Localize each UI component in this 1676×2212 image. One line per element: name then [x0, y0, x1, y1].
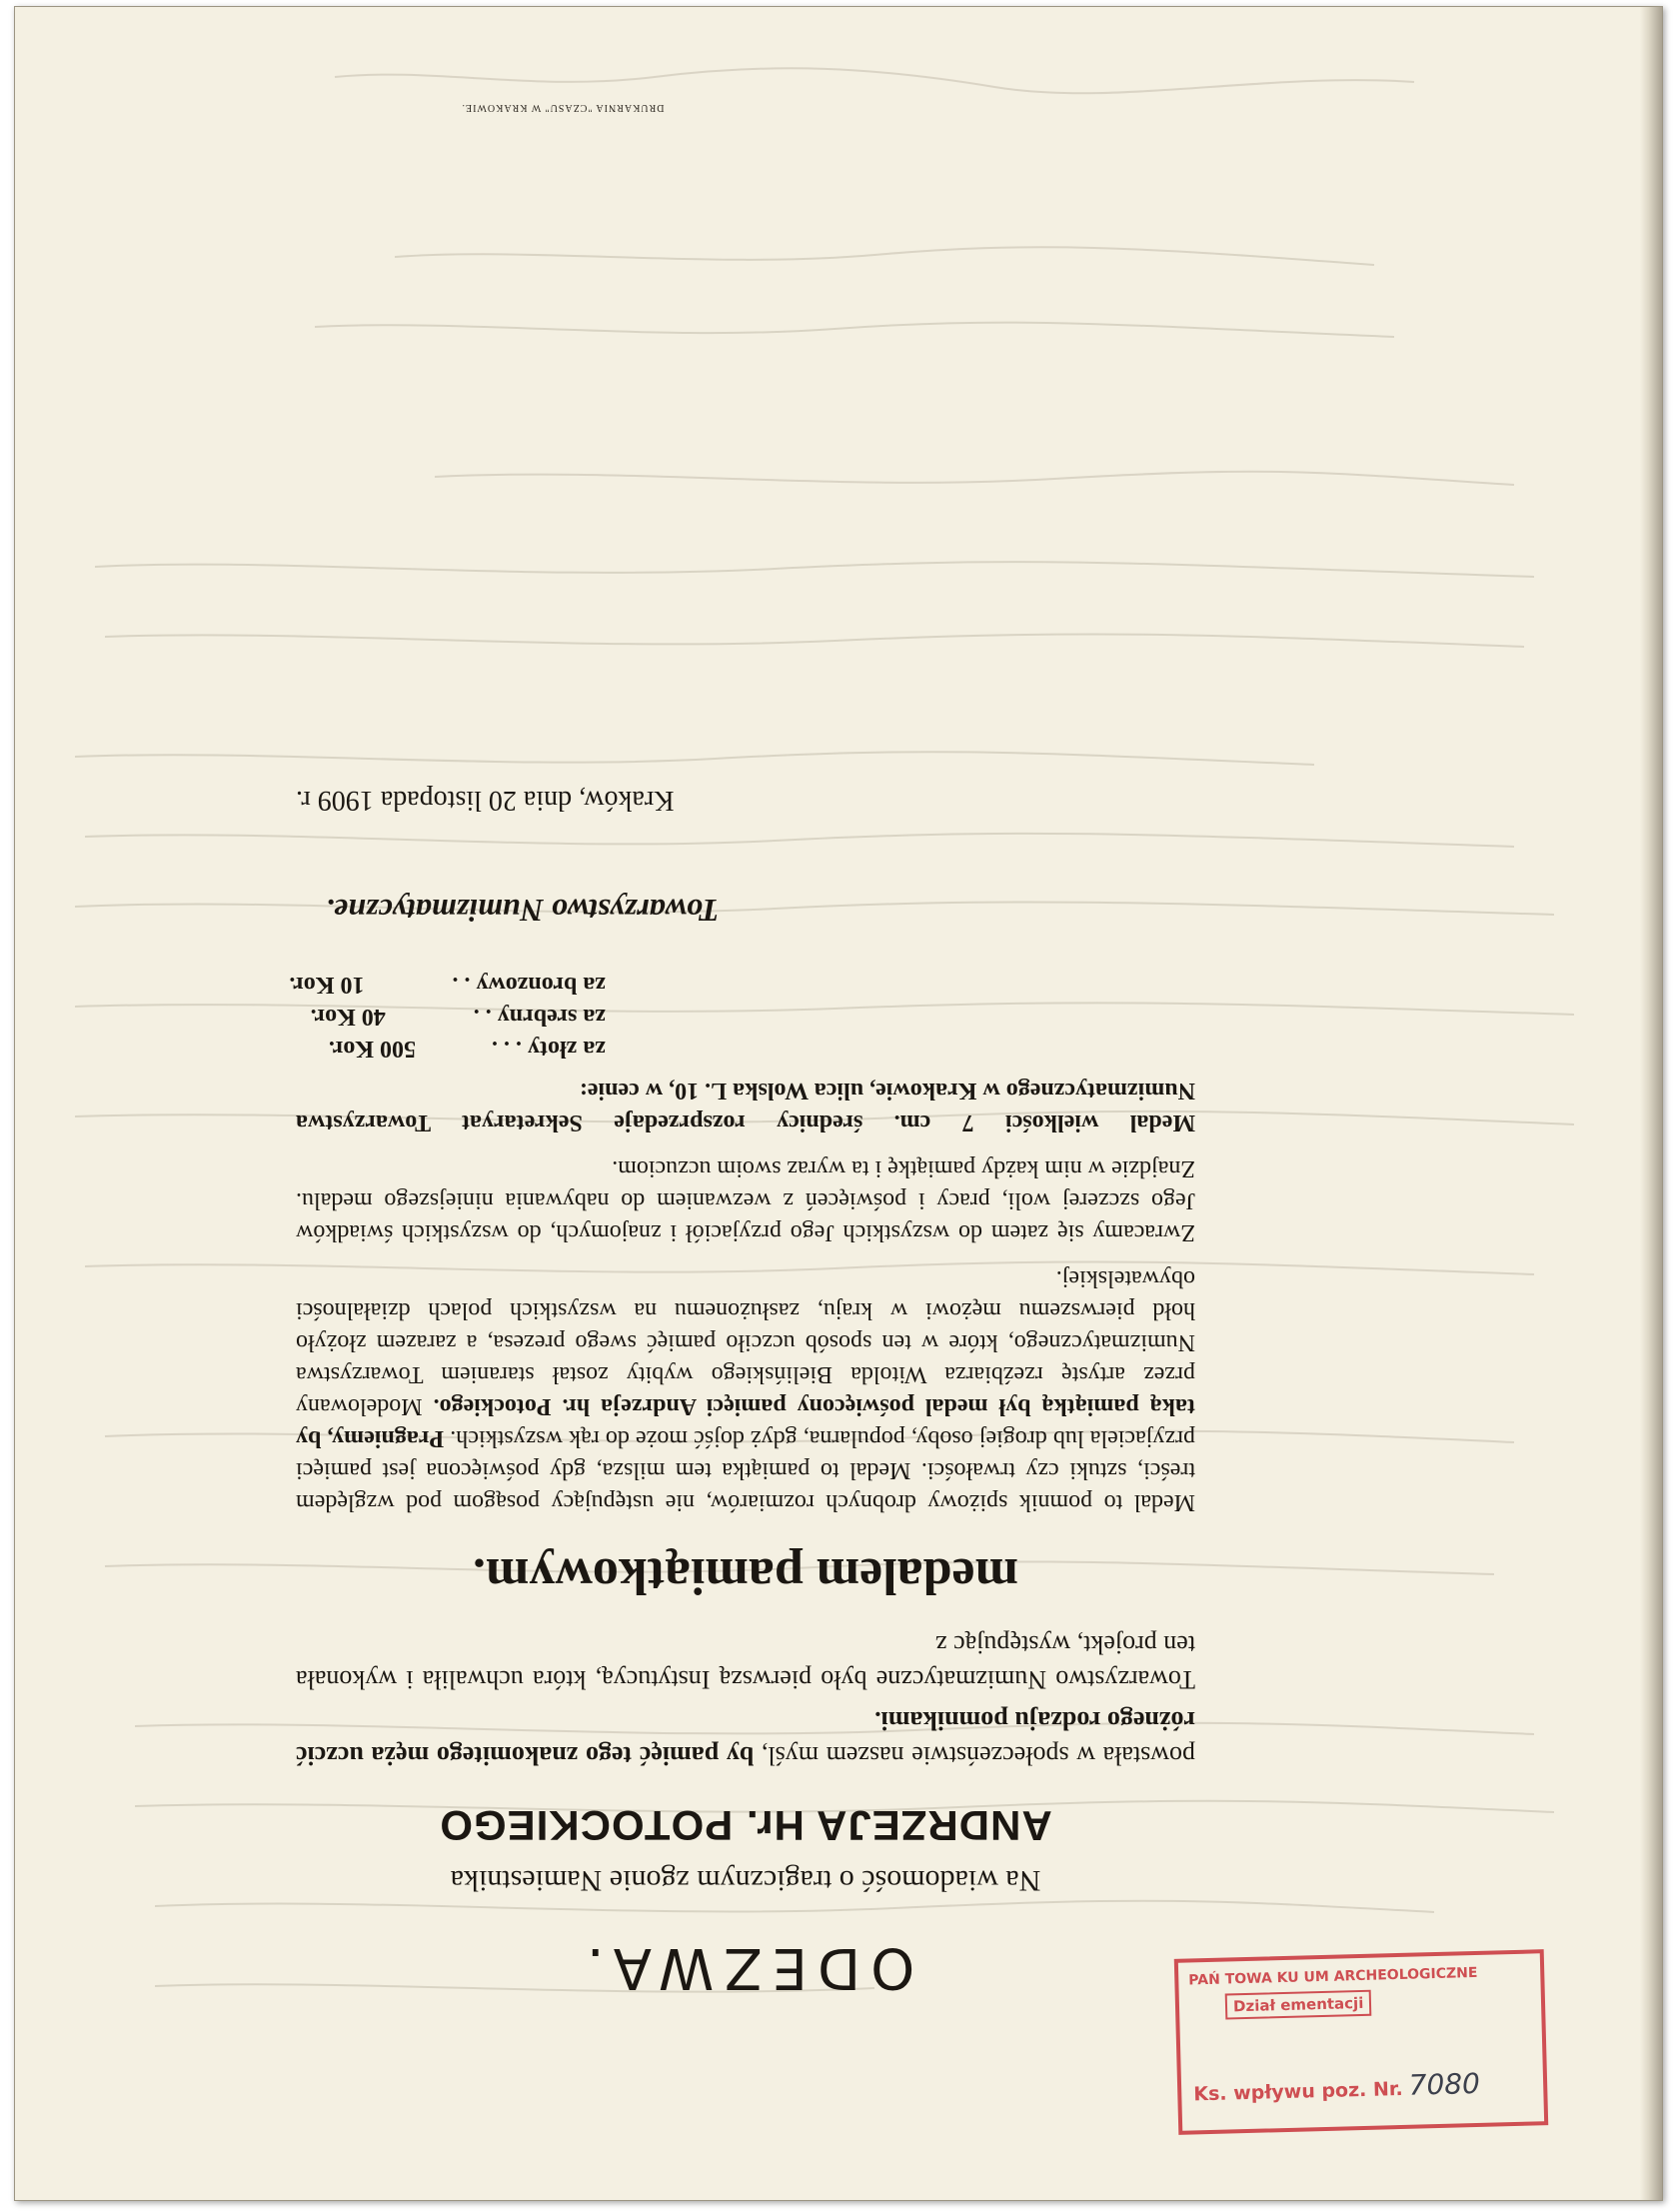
price-value: 10 Kor. [289, 972, 365, 998]
price-dots: . . . [492, 1036, 523, 1062]
intro-line: Na wiadomość o tragicznym zgonie Namiestnika [450, 1864, 1041, 1897]
paper-edge-shadow [1640, 7, 1662, 2200]
date-line: Kraków, dnia 20 listopada 1909 r. [296, 785, 675, 816]
paragraph-2: Towarzystwo Numizmatyczne było pierwszą Instytucyą, która uchwaliła i wykonała ten projekt, występując z [296, 1630, 1195, 1694]
price-value: 500 Kor. [328, 1036, 417, 1062]
stamp-register-label: Ks. wpływu poz. Nr. [1193, 2077, 1404, 2106]
archive-stamp [1174, 1949, 1548, 2135]
sale-info: Medal wielkości 7 cm. średnicy rozsprzedaje Sekretaryat Towarzystwa Numizmatycznego w Krakowie, ulica Wolska L. 10, w cenie: [296, 1078, 1195, 1135]
price-value: 40 Kor. [310, 1004, 386, 1030]
appeal-text-block [289, 756, 1195, 2000]
price-label: za srebrny [497, 1004, 606, 1030]
price-dots: . . [473, 1004, 492, 1030]
printer-imprint: DRUKARNIA "CZASU" W KRAKOWIE. [461, 102, 665, 113]
paragraph-1 [296, 1703, 1195, 1773]
paragraph-1-text: powstała w społeczeństwie naszem myśl, [754, 1741, 1195, 1770]
paragraph-3-text-c: Modelowany przez artystę rzeźbiarza Witolda Bielińskiego wybity został staraniem Towarzystwa Numizmatycznego, które w ten sposób uczciło pamięć swego prezesa, a zarazem złożyło hołd pierwszemu mężowi w kraju, zasłużonemu na wszystkich polach działalności obywatelskiej. [296, 1265, 1195, 1419]
document-sheet [14, 6, 1663, 2201]
medal-heading: medalem pamiątkowym. [473, 1547, 1018, 1604]
price-list [289, 969, 606, 1065]
stamp-number: 7080 [1408, 2066, 1481, 2102]
paragraph-3-bold: Pragniemy, by taką pamiątką był medal poświęcony pamięci Andrzeja hr. Potockiego. [295, 1393, 1195, 1451]
price-row-bronze [289, 969, 606, 1001]
paragraph-1-bold: by pamięć tego znakomitego męża uczcić różnego rodzaju pomnikami. [296, 1706, 1195, 1770]
price-label: za bronzowy [476, 972, 606, 998]
stamp-department: Dział ementacji [1225, 1990, 1372, 2020]
price-label: za złoty [528, 1036, 606, 1062]
paragraph-4: Zwracamy się zatem do wszystkich Jego przyjaciół i znajomych, do wszystkich świadków Jego szczerej woli, pracy i poświęceń z wezwaniem do nabywania niniejszego medalu. Znajdzie w nim każdy pamiątkę i ta wyraz swoim uczuciom. [296, 1155, 1195, 1245]
society-signature: Towarzystwo Numizmatyczne. [326, 893, 720, 929]
stamp-register-line [1193, 2067, 1481, 2107]
honoree-name: ANDRZEJA Hr. POTOCKIEGO [439, 1802, 1052, 1849]
price-row-gold [296, 1033, 606, 1065]
document-title: ODEZWA. [576, 1935, 915, 2000]
price-row-silver [296, 1001, 606, 1033]
price-dots: . . [452, 972, 471, 998]
paragraph-3 [296, 1262, 1195, 1518]
paragraph-3-text-a: Medal to pomnik spiżowy drobnych rozmiarów, nie ustępujący posągom pod względem treści, sztuki czy trwałości. Medal to pamiątka tem milsza, gdy poświęcona jest pamięci przyjaciela lub drogiej osoby, popularna, gdyż dojść może do rąk wszystkich. [296, 1425, 1195, 1515]
stamp-institution: PAŃ TOWA KU UM ARCHEOLOGICZNE [1188, 1964, 1478, 1989]
printed-page-upside-down [15, 7, 1662, 2200]
